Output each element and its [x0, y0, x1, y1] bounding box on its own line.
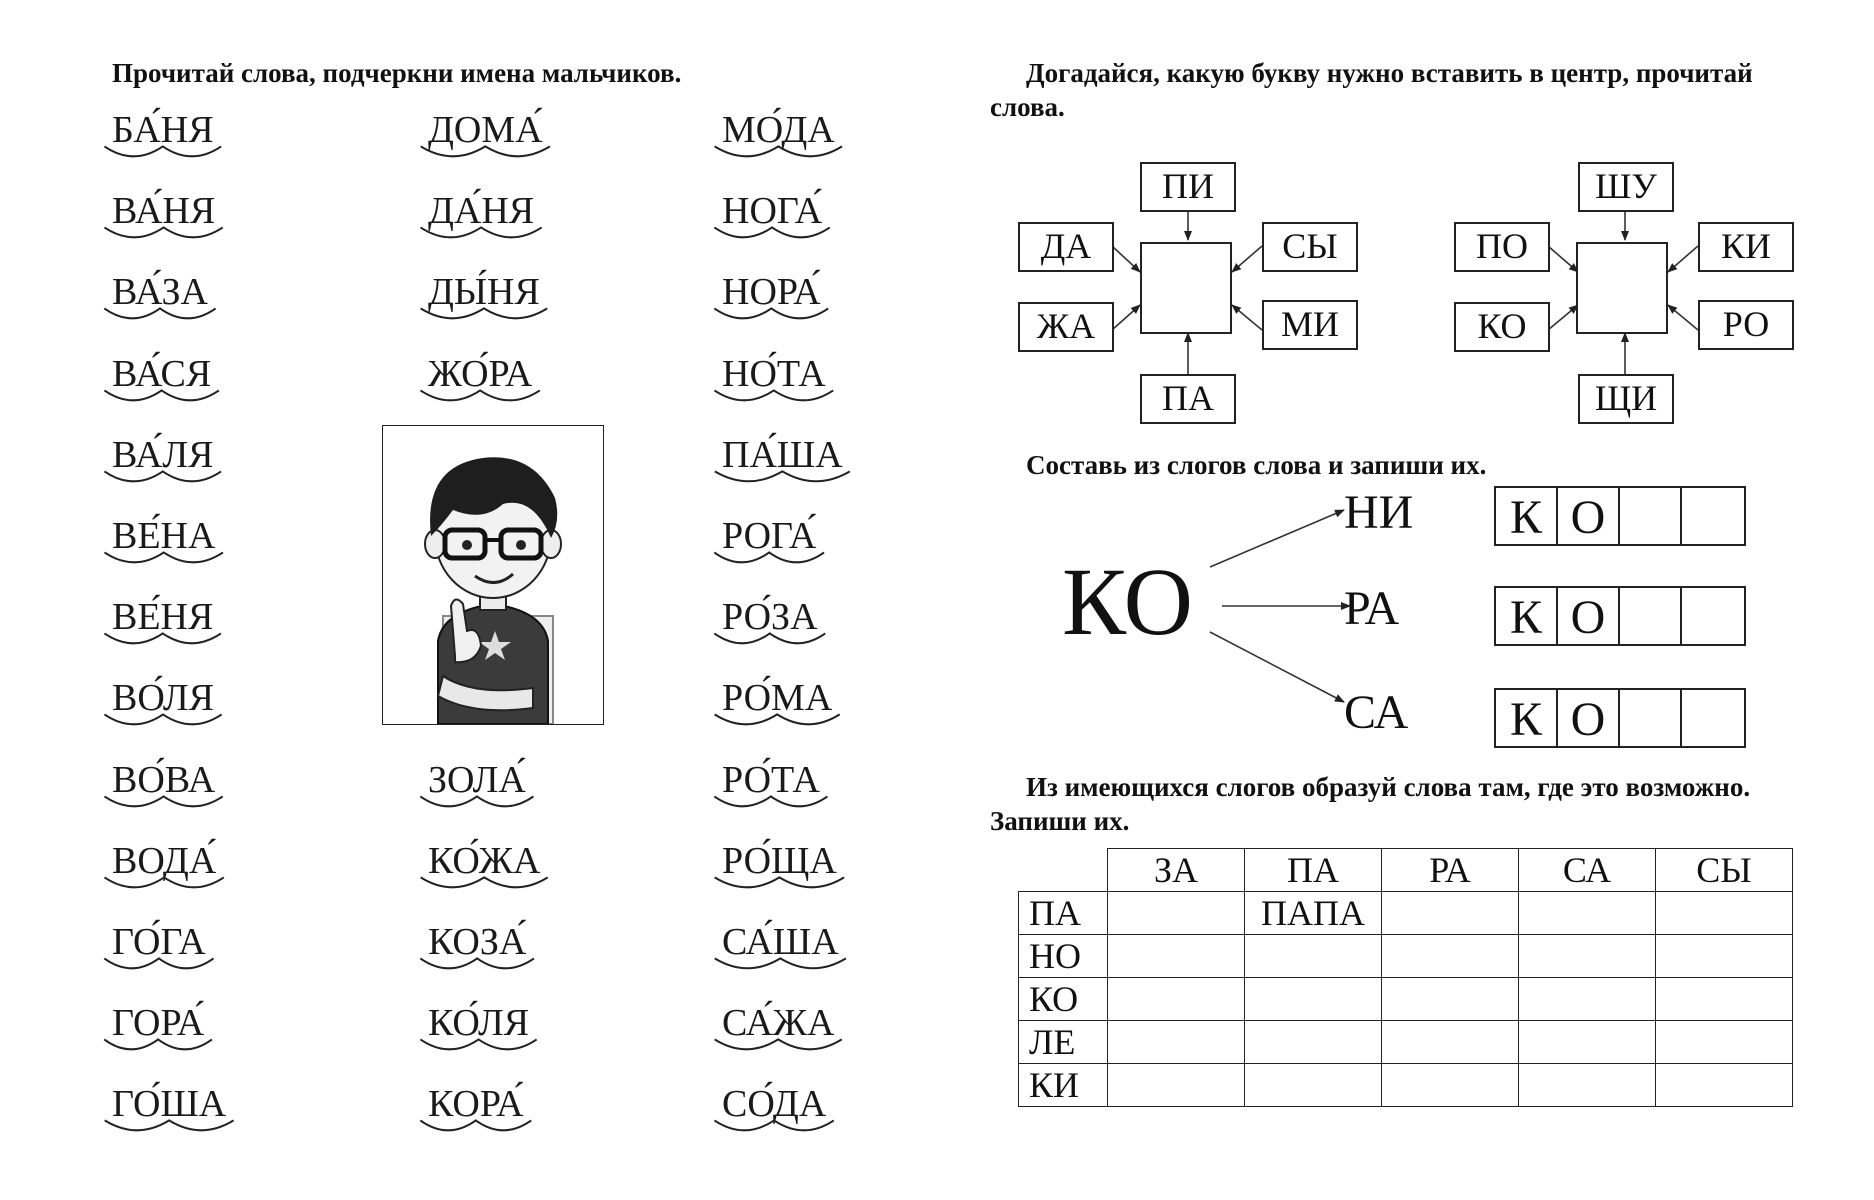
- word-text: ДА́НЯ: [428, 190, 535, 233]
- table-cell[interactable]: [1382, 892, 1519, 935]
- table-row: [1019, 892, 1793, 935]
- answer-cell[interactable]: [1620, 690, 1682, 746]
- target-syllable-2: РА: [1344, 582, 1400, 635]
- word-text: ГОРА́: [112, 1002, 205, 1045]
- word-text: ГО́ША: [112, 1083, 227, 1126]
- answer-cell[interactable]: [1620, 488, 1682, 544]
- table-cell[interactable]: [1519, 892, 1656, 935]
- word-text: РО́ЩА: [722, 839, 837, 882]
- table-cell[interactable]: [1382, 935, 1519, 978]
- word-text: НОРА́: [722, 271, 821, 314]
- puzzle2-left-bottom-syllable: КО: [1454, 302, 1550, 352]
- word-text: НО́ТА: [722, 352, 826, 395]
- word-text: ДОМА́: [428, 109, 543, 151]
- word-text: ВЕ́НА: [112, 515, 216, 557]
- table-cell[interactable]: [1108, 1064, 1245, 1107]
- table-col-header: РА: [1382, 849, 1519, 892]
- word-text: ВА́ЗА: [112, 271, 208, 314]
- source-syllable: КО: [1062, 548, 1193, 655]
- table-cell[interactable]: [1519, 1064, 1656, 1107]
- table-row: [1019, 1064, 1793, 1107]
- table-cell[interactable]: [1519, 935, 1656, 978]
- word-text: РО́МА: [722, 677, 833, 720]
- word-text: ЗОЛА́: [428, 758, 526, 801]
- word-text: НОГА́: [722, 190, 823, 233]
- answer-grid-1[interactable]: [1494, 486, 1746, 546]
- word-text: ВА́СЯ: [112, 352, 212, 395]
- syllable-table: [1018, 848, 1793, 1107]
- answer-cell: О: [1558, 588, 1620, 644]
- word-text: РО́ТА: [722, 758, 820, 801]
- word-text: РО́ЗА: [722, 596, 818, 639]
- word-text: ДЫ́НЯ: [428, 271, 540, 314]
- table-row-header: НО: [1019, 935, 1108, 978]
- table-cell[interactable]: [1656, 935, 1793, 978]
- table-col-header: СА: [1519, 849, 1656, 892]
- table-cell[interactable]: [1245, 1021, 1382, 1064]
- puzzle1-left-bottom-syllable: ЖА: [1018, 302, 1114, 352]
- table-cell[interactable]: [1656, 892, 1793, 935]
- answer-cell: К: [1496, 690, 1558, 746]
- table-col-header: СЫ: [1656, 849, 1793, 892]
- table-cell[interactable]: [1245, 1064, 1382, 1107]
- word-text: ВОДА́: [112, 839, 217, 882]
- word-text: ГО́ГА: [112, 921, 206, 963]
- table-col-header: ПА: [1245, 849, 1382, 892]
- puzzle2-center-box[interactable]: [1576, 242, 1668, 334]
- table-cell[interactable]: [1656, 978, 1793, 1021]
- answer-grid-2[interactable]: [1494, 586, 1746, 646]
- answer-grid-3[interactable]: [1494, 688, 1746, 748]
- table-cell[interactable]: [1245, 935, 1382, 978]
- answer-cell: К: [1496, 588, 1558, 644]
- puzzle2-bottom-syllable: ЩИ: [1578, 374, 1674, 424]
- word-text: ПА́ША: [722, 433, 843, 476]
- right-instruction-1: Догадайся, какую букву нужно вставить в центр, прочитай слова.: [990, 58, 1753, 122]
- word-text: ВО́ВА: [112, 758, 216, 801]
- table-row: [1019, 978, 1793, 1021]
- answer-cell: О: [1558, 690, 1620, 746]
- puzzle1-left-top-syllable: ДА: [1018, 222, 1114, 272]
- word-text: ВА́НЯ: [112, 190, 216, 233]
- word-text: КОРА́: [428, 1083, 524, 1126]
- table-row-header: КО: [1019, 978, 1108, 1021]
- puzzle2-right-bottom-syllable: РО: [1698, 300, 1794, 350]
- puzzle2-left-top-syllable: ПО: [1454, 222, 1550, 272]
- table-cell[interactable]: [1108, 978, 1245, 1021]
- word-text: РОГА́: [722, 515, 817, 557]
- word-text: ВЕ́НЯ: [112, 596, 214, 639]
- table-cell[interactable]: ПАПА: [1245, 892, 1382, 935]
- table-row-header: ЛЕ: [1019, 1021, 1108, 1064]
- word-text: СА́ША: [722, 921, 839, 963]
- word-text: ЖО́РА: [428, 352, 533, 395]
- word-text: БА́НЯ: [112, 109, 214, 151]
- table-corner: [1019, 849, 1108, 892]
- table-cell[interactable]: [1656, 1021, 1793, 1064]
- table-row: [1019, 935, 1793, 978]
- answer-cell[interactable]: [1682, 588, 1744, 644]
- table-cell[interactable]: [1245, 978, 1382, 1021]
- table-cell[interactable]: [1519, 978, 1656, 1021]
- table-row-header: КИ: [1019, 1064, 1108, 1107]
- word-text: СО́ДА: [722, 1083, 827, 1126]
- answer-cell[interactable]: [1620, 588, 1682, 644]
- word-text: КО́ЖА: [428, 839, 541, 882]
- right-instruction-2: Составь из слогов слова и запиши их.: [1026, 450, 1487, 480]
- puzzle1-bottom-syllable: ПА: [1140, 374, 1236, 424]
- answer-cell[interactable]: [1682, 488, 1744, 544]
- left-instruction: Прочитай слова, подчеркни имена мальчиков.: [112, 58, 682, 88]
- table-col-header: ЗА: [1108, 849, 1245, 892]
- puzzle1-right-bottom-syllable: МИ: [1262, 300, 1358, 350]
- word-text: ВА́ЛЯ: [112, 433, 214, 476]
- table-cell[interactable]: [1382, 1064, 1519, 1107]
- table-cell[interactable]: [1108, 935, 1245, 978]
- word-text: КО́ЛЯ: [428, 1002, 530, 1045]
- word-text: МО́ДА: [722, 109, 835, 151]
- word-text: КОЗА́: [428, 921, 527, 963]
- word-text: СА́ЖА: [722, 1002, 835, 1045]
- answer-cell: К: [1496, 488, 1558, 544]
- table-cell[interactable]: [1108, 892, 1245, 935]
- answer-cell: О: [1558, 488, 1620, 544]
- table-cell[interactable]: [1656, 1064, 1793, 1107]
- table-row-header: ПА: [1019, 892, 1108, 935]
- target-syllable-3: СА: [1344, 686, 1409, 739]
- word-text: ВО́ЛЯ: [112, 677, 215, 720]
- puzzle2-top-syllable: ШУ: [1578, 162, 1674, 212]
- table-row: [1019, 1021, 1793, 1064]
- puzzle1-right-top-syllable: СЫ: [1262, 222, 1358, 272]
- target-syllable-1: НИ: [1344, 486, 1414, 539]
- table-cell[interactable]: [1519, 1021, 1656, 1064]
- table-cell[interactable]: [1108, 1021, 1245, 1064]
- right-instruction-3: Из имеющихся слогов образуй слова там, где это возможно. Запиши их.: [990, 772, 1751, 836]
- puzzle1-center-box[interactable]: [1140, 242, 1232, 334]
- table-cell[interactable]: [1382, 1021, 1519, 1064]
- puzzle1-top-syllable: ПИ: [1140, 162, 1236, 212]
- puzzle2-right-top-syllable: КИ: [1698, 222, 1794, 272]
- answer-cell[interactable]: [1682, 690, 1744, 746]
- table-cell[interactable]: [1382, 978, 1519, 1021]
